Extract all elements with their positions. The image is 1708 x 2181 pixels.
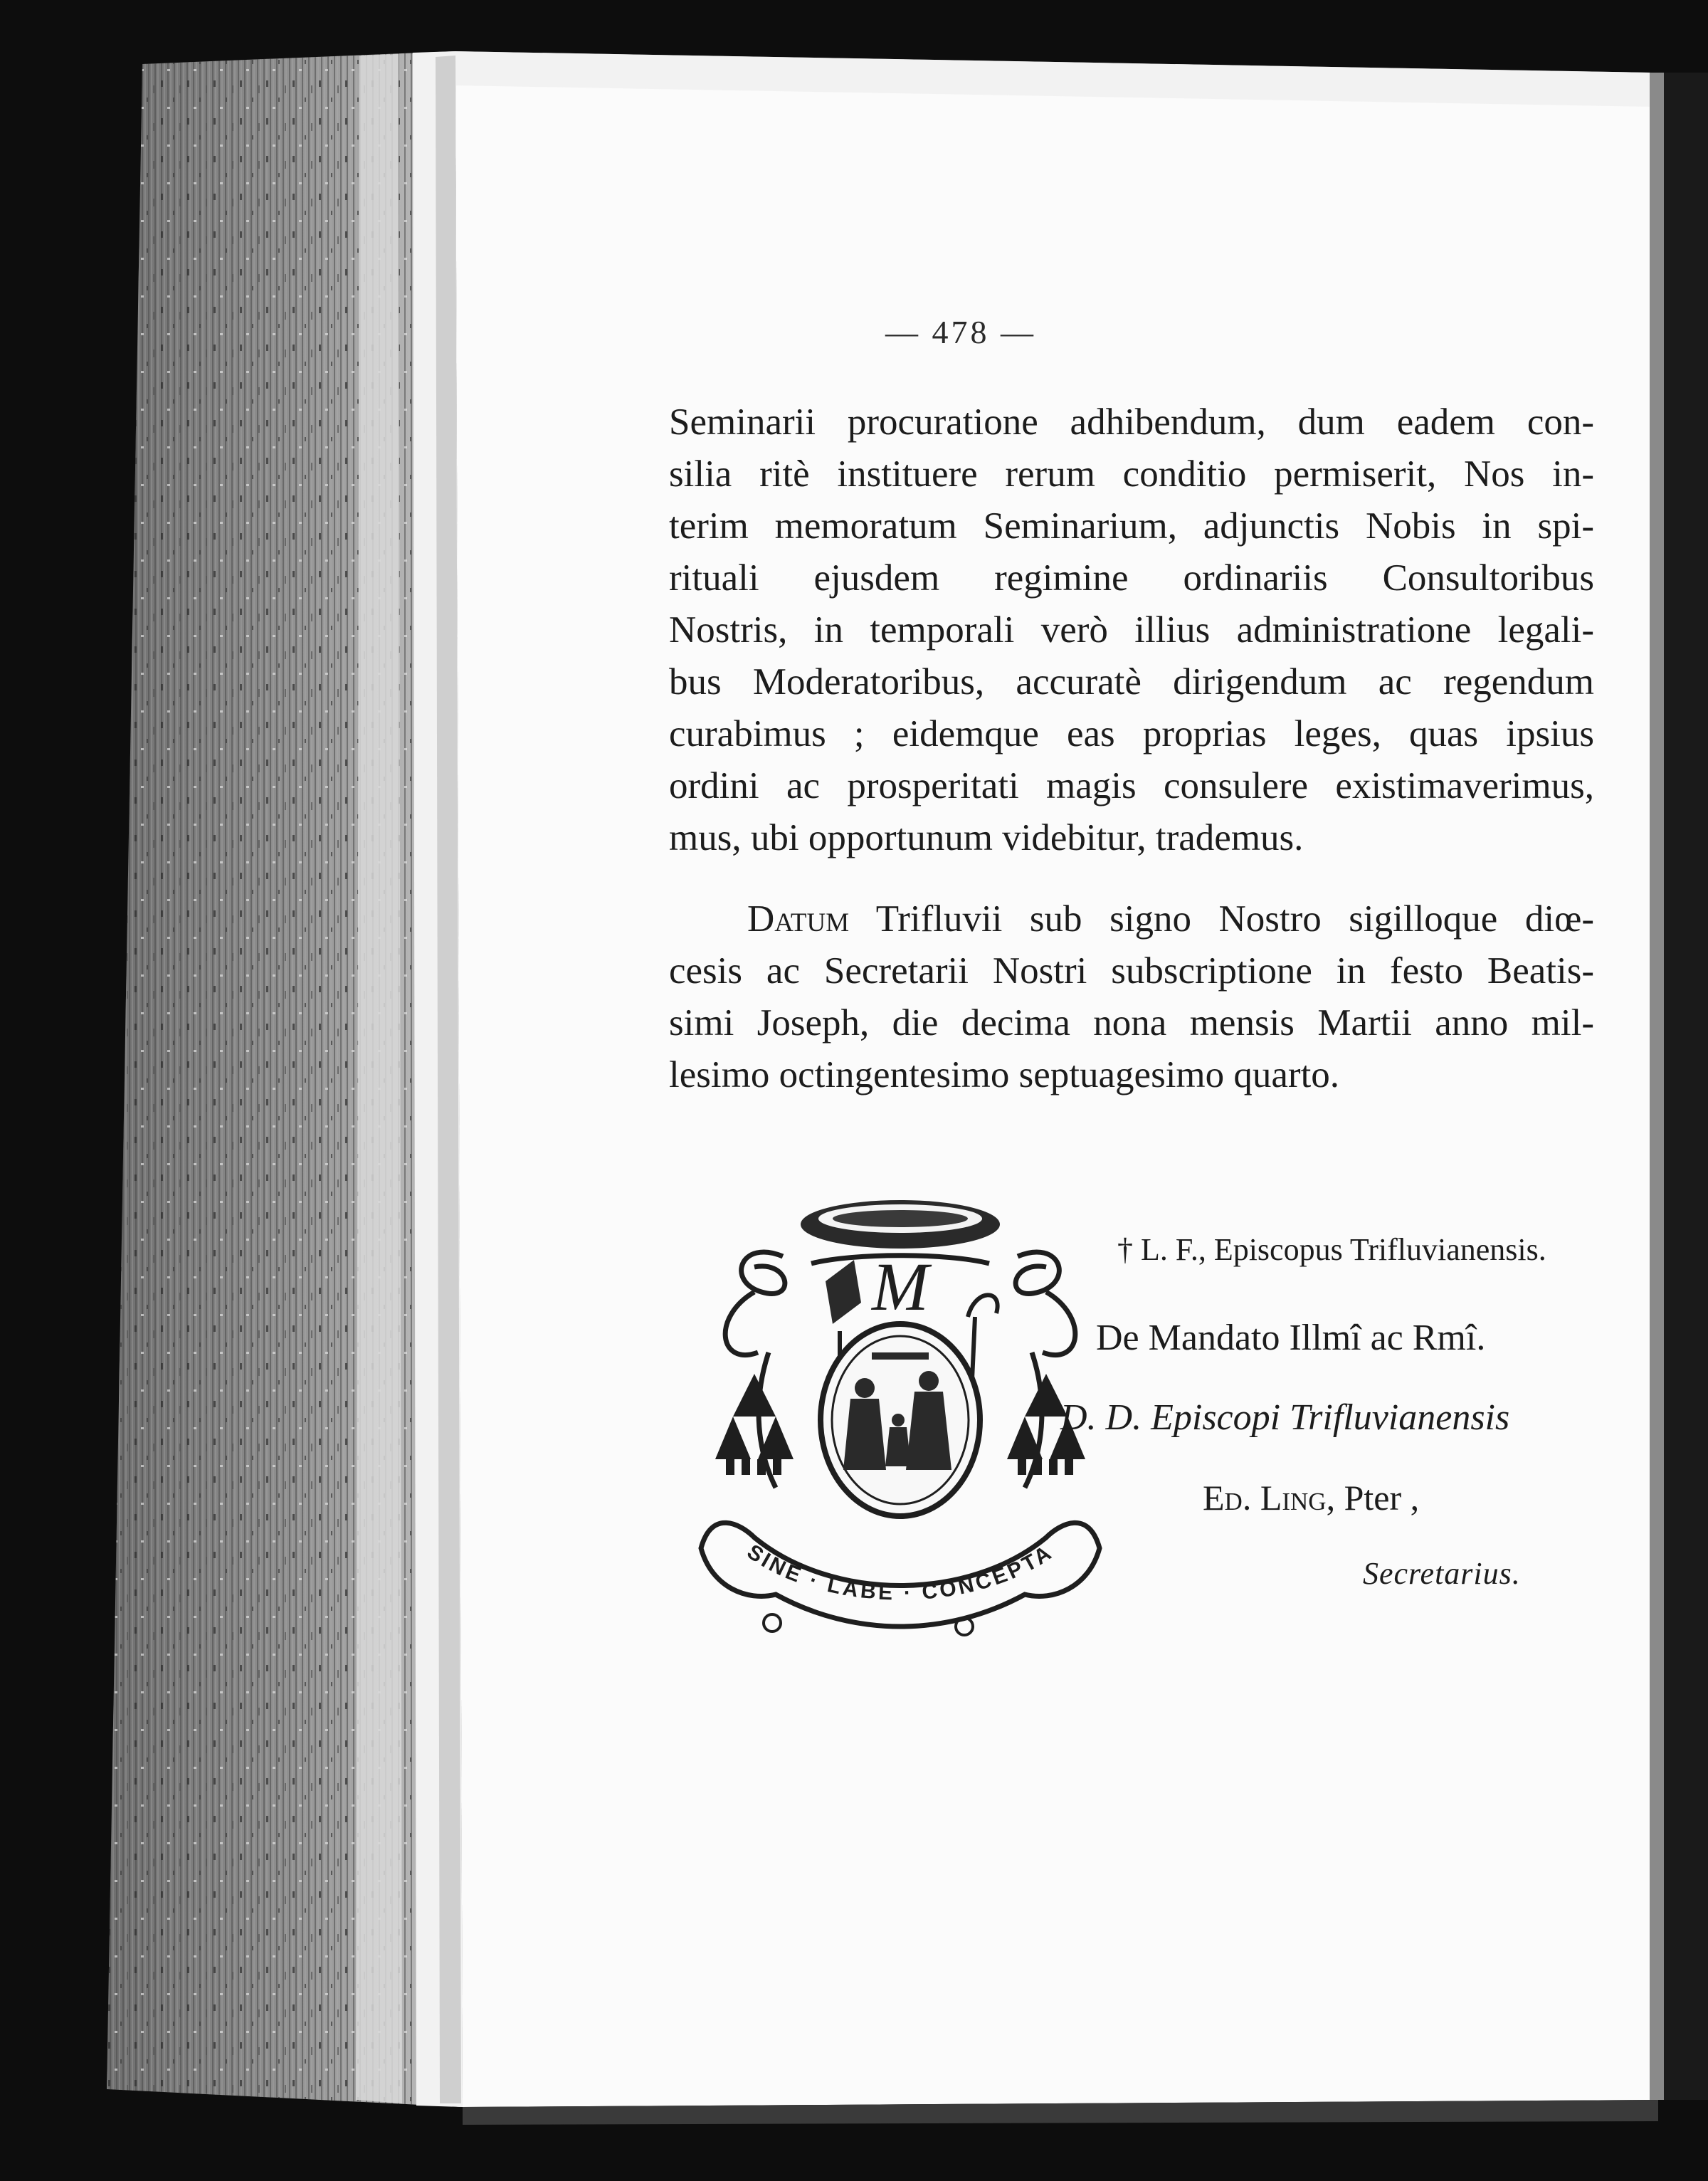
text-line: rituali ejusdem regimine ordinariis Consultoribus bbox=[669, 557, 1594, 599]
paragraph-2 bbox=[669, 893, 1594, 1101]
text-line: silia ritè instituere rerum conditio permiserit, Nos in- bbox=[669, 453, 1594, 495]
page-edges bbox=[107, 51, 463, 2107]
text-line: terim memoratum Seminarium, adjunctis Nobis in spi- bbox=[669, 505, 1594, 547]
monogram-m: M bbox=[872, 1249, 929, 1325]
first-line-rest: Trifluvii sub signo Nostro sigilloque diœ- bbox=[849, 898, 1594, 940]
text-line: Seminarii procuratione adhibendum, dum eadem con- bbox=[669, 401, 1594, 443]
text-line: lesimo octingentesimo septuagesimo quarto. bbox=[669, 1054, 1340, 1095]
secretary-name-suffix: , Pter , bbox=[1326, 1478, 1420, 1518]
mandate-line: De Mandato Illmî ac Rmî. bbox=[1096, 1318, 1486, 1358]
text-line: ordini ac prosperitati magis consulere existimaverimus, bbox=[669, 765, 1594, 806]
text-line: Nostris, in temporali verò illius administratione legali- bbox=[669, 609, 1594, 651]
text-line: cesis ac Secretarii Nostri subscriptione in festo Beatis- bbox=[669, 950, 1594, 992]
text-line bbox=[669, 893, 1594, 945]
paragraph-1 bbox=[669, 396, 1594, 864]
text-line: mus, ubi opportunum videbitur, trademus. bbox=[669, 817, 1304, 858]
secretary-name-main: Ed. Ling bbox=[1203, 1478, 1327, 1518]
text-line: simi Joseph, die decima nona mensis Martii anno mil- bbox=[669, 1002, 1594, 1044]
bishop-title-line: D. D. Episcopi Trifluvianensis bbox=[1060, 1397, 1510, 1438]
text-line: curabimus ; eidemque eas proprias leges, quas ipsius bbox=[669, 713, 1594, 755]
bishop-signature: † L. F., Episcopus Trifluvianensis. bbox=[1117, 1232, 1546, 1267]
datum-lead-word: Datum bbox=[747, 898, 850, 940]
motto-text: SINE · LABE · CONCEPTA bbox=[742, 1540, 1058, 1605]
secretary-name bbox=[1203, 1477, 1419, 1518]
text-line: bus Moderatoribus, accuratè dirigendum ac regendum bbox=[669, 661, 1594, 703]
page-number: — 478 — bbox=[885, 314, 1036, 350]
secretary-title: Secretarius. bbox=[1363, 1556, 1521, 1591]
